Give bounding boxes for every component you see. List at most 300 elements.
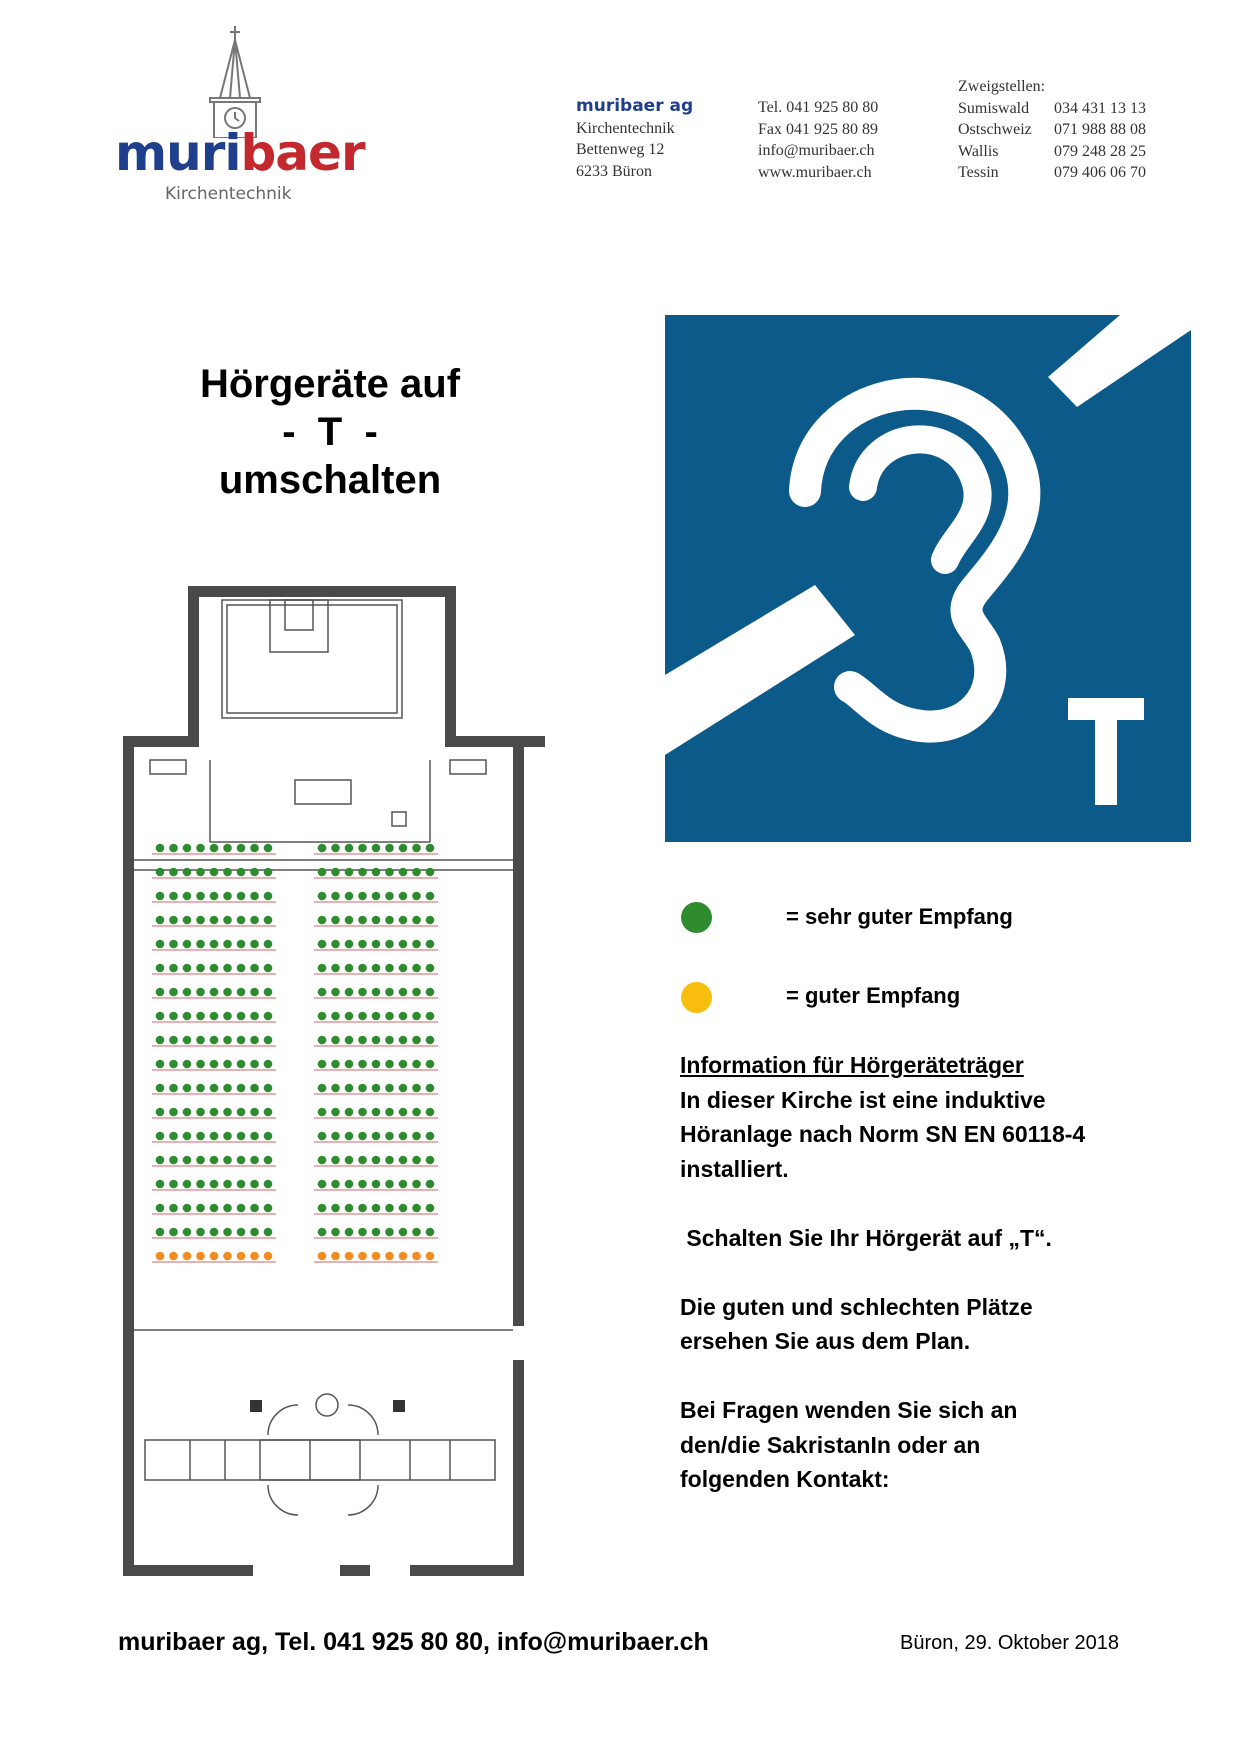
seat-dot — [169, 1204, 178, 1213]
seat-dot — [250, 988, 259, 997]
seat-dot — [412, 868, 421, 877]
seat-dot — [345, 1084, 354, 1093]
seat-dot — [426, 1060, 435, 1069]
seat-dot — [412, 916, 421, 925]
seat-dot — [196, 892, 205, 901]
seat-dot — [318, 892, 327, 901]
seat-dot — [183, 1012, 192, 1021]
seat-dot — [426, 1228, 435, 1237]
seat-dot — [399, 1132, 408, 1141]
seat-dot — [210, 1204, 219, 1213]
seat-dot — [412, 1228, 421, 1237]
branch-phone: 079 248 28 25 — [1054, 142, 1146, 160]
seat-dot — [372, 940, 381, 949]
seat-dot — [412, 844, 421, 853]
seat-dot — [250, 964, 259, 973]
seat-dot — [183, 892, 192, 901]
seat-dot — [358, 1036, 367, 1045]
seat-dot — [196, 844, 205, 853]
logo-subtitle: Kirchentechnik — [165, 184, 292, 204]
seat-dot — [169, 1108, 178, 1117]
seat-dot — [169, 1012, 178, 1021]
seat-dot — [156, 844, 165, 853]
seat-dot — [372, 1060, 381, 1069]
seat-dot — [385, 892, 394, 901]
seat-dot — [358, 892, 367, 901]
seat-dot — [223, 1060, 232, 1069]
seat-dot — [412, 892, 421, 901]
seat-dot — [331, 1108, 340, 1117]
seat-dot — [318, 1108, 327, 1117]
branch-row — [958, 119, 1146, 141]
seat-dot — [250, 1228, 259, 1237]
seat-dot — [156, 1156, 165, 1165]
seat-dot — [210, 1228, 219, 1237]
header-email: info@muribaer.ch — [758, 142, 875, 159]
seat-dot — [183, 940, 192, 949]
seat-dot — [264, 1036, 273, 1045]
plan-walls — [123, 586, 545, 1576]
seat-dot — [399, 868, 408, 877]
seat-dot — [223, 940, 232, 949]
branch-name: Sumiswald — [958, 99, 1030, 117]
info-line: ersehen Sie aus dem Plan. — [680, 1328, 971, 1354]
seat-dot — [412, 1180, 421, 1189]
seat-dot — [426, 892, 435, 901]
seat-dot — [183, 1108, 192, 1117]
seat-dot — [358, 1228, 367, 1237]
seat-dot — [372, 868, 381, 877]
seat-dot — [264, 940, 273, 949]
seat-dot — [237, 1204, 246, 1213]
seat-dot — [345, 1108, 354, 1117]
seat-dot — [223, 1084, 232, 1093]
seat-dot — [223, 868, 232, 877]
seat-dot — [223, 1012, 232, 1021]
seat-dot — [399, 1060, 408, 1069]
legend-label-good: = guter Empfang — [786, 983, 961, 1008]
seat-dot — [210, 892, 219, 901]
seat-dot — [358, 988, 367, 997]
seat-dot — [399, 1012, 408, 1021]
info-line: installiert. — [680, 1155, 789, 1182]
seat-dot — [372, 1132, 381, 1141]
seat-dot — [372, 964, 381, 973]
seat-dot — [196, 1252, 205, 1261]
seat-dot — [318, 1012, 327, 1021]
seat-dot — [237, 892, 246, 901]
seat-dot — [358, 1180, 367, 1189]
seat-dot — [358, 1012, 367, 1021]
seat-dot — [385, 964, 394, 973]
seat-dot — [385, 1012, 394, 1021]
seat-dot — [210, 1180, 219, 1189]
seat-dot — [372, 1108, 381, 1117]
seat-dot — [223, 1180, 232, 1189]
church-seating-plan — [110, 580, 560, 1580]
seat-dot — [169, 940, 178, 949]
seat-dot — [358, 1204, 367, 1213]
seat-dot — [385, 1060, 394, 1069]
branch-row — [958, 98, 1146, 120]
seat-dot — [264, 1132, 273, 1141]
seat-dot — [318, 1084, 327, 1093]
seat-dot — [264, 1180, 273, 1189]
seat-dot — [318, 940, 327, 949]
seat-dot — [331, 844, 340, 853]
title-line: umschalten — [218, 458, 442, 502]
seat-dot — [345, 1252, 354, 1261]
seat-dot — [345, 868, 354, 877]
seat-dot — [318, 964, 327, 973]
seat-dot — [196, 1132, 205, 1141]
seat-dot — [399, 1084, 408, 1093]
seat-dot — [318, 1228, 327, 1237]
branch-row — [958, 162, 1146, 184]
seat-dot — [385, 916, 394, 925]
seat-dot — [412, 964, 421, 973]
info-line: Bei Fragen wenden Sie sich an — [680, 1397, 1018, 1423]
seat-dot — [412, 1252, 421, 1261]
seat-dot — [237, 868, 246, 877]
seat-dot — [250, 1108, 259, 1117]
seat-dot — [237, 916, 246, 925]
seat-dot — [372, 916, 381, 925]
title-line: Hörgeräte auf — [199, 362, 461, 406]
seat-dot — [331, 940, 340, 949]
seat-dot — [331, 1180, 340, 1189]
page-title — [140, 360, 520, 504]
seat-dot — [372, 1156, 381, 1165]
seat-dot — [399, 1228, 408, 1237]
seat-dot — [372, 1012, 381, 1021]
seat-dot — [345, 940, 354, 949]
seat-dot — [250, 916, 259, 925]
seating-blocks — [152, 844, 438, 1262]
seat-dot — [210, 1108, 219, 1117]
seat-dot — [331, 1132, 340, 1141]
seat-dot — [237, 1252, 246, 1261]
seat-dot — [169, 916, 178, 925]
seat-dot — [250, 940, 259, 949]
seat-dot — [345, 1060, 354, 1069]
seat-dot — [223, 964, 232, 973]
seat-dot — [196, 1084, 205, 1093]
seat-dot — [358, 940, 367, 949]
seat-dot — [156, 1108, 165, 1117]
seat-dot — [169, 964, 178, 973]
seat-dot — [250, 1156, 259, 1165]
seat-dot — [264, 916, 273, 925]
seat-dot — [250, 844, 259, 853]
seat-dot — [237, 1108, 246, 1117]
seat-dot — [426, 916, 435, 925]
legend-dot-yellow — [681, 982, 712, 1013]
seat-dot — [318, 1156, 327, 1165]
seat-dot — [237, 1180, 246, 1189]
branch-phone: 034 431 13 13 — [1054, 99, 1146, 117]
seat-dot — [372, 1204, 381, 1213]
header-contact-block — [758, 97, 878, 183]
seat-dot — [223, 1108, 232, 1117]
seat-dot — [318, 1180, 327, 1189]
seat-dot — [264, 892, 273, 901]
seat-dot — [156, 1228, 165, 1237]
seat-dot — [358, 844, 367, 853]
branch-row — [958, 141, 1146, 163]
header-address-line: 6233 Büron — [576, 162, 652, 180]
seat-dot — [156, 1084, 165, 1093]
seat-dot — [223, 844, 232, 853]
seat-dot — [237, 1156, 246, 1165]
info-line: Schalten Sie Ihr Hörgerät auf „T“. — [680, 1224, 1052, 1251]
seat-dot — [264, 868, 273, 877]
seat-dot — [210, 868, 219, 877]
seat-dot — [169, 1036, 178, 1045]
seat-dot — [250, 868, 259, 877]
info-line: folgenden Kontakt: — [680, 1466, 890, 1492]
seat-dot — [223, 1156, 232, 1165]
seat-dot — [210, 1060, 219, 1069]
footer-date: Büron, 29. Oktober 2018 — [900, 1632, 1120, 1654]
seat-dot — [169, 1132, 178, 1141]
seat-dot — [183, 1204, 192, 1213]
seat-dot — [412, 1012, 421, 1021]
seat-dot — [358, 868, 367, 877]
seat-dot — [196, 868, 205, 877]
seat-dot — [385, 1132, 394, 1141]
seat-dot — [237, 844, 246, 853]
seat-dot — [331, 916, 340, 925]
seat-dot — [264, 1012, 273, 1021]
seat-dot — [264, 1204, 273, 1213]
seat-dot — [223, 1204, 232, 1213]
header-address-line: Bettenweg 12 — [576, 141, 665, 158]
seat-dot — [358, 1084, 367, 1093]
seat-dot — [196, 1180, 205, 1189]
seat-dot — [223, 1132, 232, 1141]
seat-dot — [426, 988, 435, 997]
seat-dot — [196, 916, 205, 925]
seat-dot — [210, 916, 219, 925]
seat-dot — [385, 1228, 394, 1237]
seat-dot — [412, 1204, 421, 1213]
seat-dot — [183, 1132, 192, 1141]
seat-dot — [345, 1036, 354, 1045]
hearing-loop-t-icon — [665, 315, 1191, 842]
seat-dot — [426, 1084, 435, 1093]
seat-dot — [399, 916, 408, 925]
seat-dot — [237, 940, 246, 949]
seat-dot — [412, 1036, 421, 1045]
seat-dot — [183, 916, 192, 925]
seat-dot — [210, 964, 219, 973]
seat-dot — [345, 1180, 354, 1189]
seat-dot — [318, 868, 327, 877]
seat-dot — [183, 1228, 192, 1237]
seat-dot — [196, 1228, 205, 1237]
seat-dot — [412, 940, 421, 949]
seat-dot — [331, 868, 340, 877]
seat-dot — [183, 1084, 192, 1093]
seat-dot — [412, 1084, 421, 1093]
info-heading: Information für Hörgeräteträger — [680, 1052, 1024, 1078]
seat-dot — [264, 1252, 273, 1261]
seat-dot — [210, 1132, 219, 1141]
seat-dot — [399, 1108, 408, 1117]
seat-dot — [196, 988, 205, 997]
seat-dot — [237, 988, 246, 997]
seat-dot — [426, 1132, 435, 1141]
seat-dot — [183, 844, 192, 853]
seat-dot — [318, 1060, 327, 1069]
seat-dot — [412, 988, 421, 997]
seat-dot — [372, 1252, 381, 1261]
seat-dot — [358, 1108, 367, 1117]
seat-dot — [183, 1252, 192, 1261]
seat-dot — [358, 1060, 367, 1069]
seat-dot — [399, 892, 408, 901]
seat-dot — [156, 940, 165, 949]
seat-dot — [250, 1132, 259, 1141]
seat-dot — [183, 1060, 192, 1069]
seat-dot — [156, 1012, 165, 1021]
seat-dot — [223, 1252, 232, 1261]
header-phone: Tel. 041 925 80 80 — [758, 99, 879, 116]
seat-dot — [156, 1252, 165, 1261]
seat-dot — [399, 1036, 408, 1045]
seat-dot — [264, 988, 273, 997]
branch-name: Ostschweiz — [958, 121, 1032, 138]
seat-dot — [156, 1036, 165, 1045]
seat-dot — [210, 1036, 219, 1045]
seat-dot — [169, 1180, 178, 1189]
seat-dot — [156, 868, 165, 877]
seat-dot — [237, 964, 246, 973]
info-line: In dieser Kirche ist eine induktive — [680, 1086, 1046, 1113]
seat-dot — [223, 988, 232, 997]
seat-dot — [372, 892, 381, 901]
seat-dot — [318, 1204, 327, 1213]
seat-dot — [250, 892, 259, 901]
seat-dot — [210, 940, 219, 949]
seat-dot — [237, 1084, 246, 1093]
seat-dot — [237, 1036, 246, 1045]
seat-dot — [169, 1228, 178, 1237]
seat-dot — [210, 1084, 219, 1093]
plan-pillars — [250, 1400, 405, 1412]
seat-dot — [264, 1156, 273, 1165]
seat-dot — [223, 1228, 232, 1237]
info-line: Die guten und schlechten Plätze — [680, 1293, 1033, 1320]
seat-dot — [426, 1204, 435, 1213]
seat-dot — [331, 1060, 340, 1069]
seat-dot — [250, 1204, 259, 1213]
seat-dot — [331, 988, 340, 997]
seat-dot — [358, 1132, 367, 1141]
branch-phone: 079 406 06 70 — [1054, 164, 1146, 181]
seat-dot — [223, 1036, 232, 1045]
seat-dot — [426, 964, 435, 973]
seat-dot — [385, 1084, 394, 1093]
seat-dot — [331, 1036, 340, 1045]
seat-dot — [412, 1060, 421, 1069]
seat-dot — [318, 844, 327, 853]
seat-dot — [196, 1108, 205, 1117]
seat-dot — [183, 988, 192, 997]
seat-dot — [318, 916, 327, 925]
seat-dot — [250, 1012, 259, 1021]
seat-dot — [196, 1156, 205, 1165]
seat-dot — [345, 1228, 354, 1237]
seat-dot — [385, 1156, 394, 1165]
seat-dot — [223, 892, 232, 901]
seat-dot — [399, 1180, 408, 1189]
seat-dot — [196, 1036, 205, 1045]
seat-dot — [331, 1204, 340, 1213]
seat-dot — [331, 1084, 340, 1093]
seat-dot — [169, 1156, 178, 1165]
seat-dot — [169, 868, 178, 877]
seat-dot — [372, 1228, 381, 1237]
header-address-block — [576, 96, 693, 182]
seat-dot — [331, 1228, 340, 1237]
header-fax: Fax 041 925 80 89 — [758, 120, 878, 138]
seat-dot — [412, 1108, 421, 1117]
seat-dot — [196, 940, 205, 949]
seat-dot — [250, 1060, 259, 1069]
seat-dot — [264, 1060, 273, 1069]
seat-dot — [169, 892, 178, 901]
seat-dot — [264, 964, 273, 973]
seat-dot — [183, 1156, 192, 1165]
seat-dot — [426, 1108, 435, 1117]
seat-dot — [385, 1108, 394, 1117]
seat-dot — [156, 988, 165, 997]
title-line: - T - — [282, 410, 378, 454]
seat-dot — [372, 844, 381, 853]
branch-name: Wallis — [958, 142, 999, 160]
seat-dot — [345, 844, 354, 853]
seat-dot — [183, 964, 192, 973]
seat-dot — [169, 844, 178, 853]
seat-dot — [169, 1060, 178, 1069]
seat-dot — [399, 1204, 408, 1213]
seat-dot — [237, 1132, 246, 1141]
seat-dot — [372, 1180, 381, 1189]
seat-dot — [318, 1252, 327, 1261]
header-website: www.muribaer.ch — [758, 163, 872, 181]
seat-dot — [426, 1036, 435, 1045]
church-tower-logo-icon — [200, 26, 270, 138]
seat-dot — [156, 1132, 165, 1141]
seat-dot — [264, 1228, 273, 1237]
seat-dot — [331, 1012, 340, 1021]
seat-dot — [345, 1156, 354, 1165]
seat-dot — [318, 1132, 327, 1141]
seat-dot — [264, 1108, 273, 1117]
seat-dot — [156, 1204, 165, 1213]
footer-contact: muribaer ag, Tel. 041 925 80 80, info@muribaer.ch — [118, 1628, 709, 1656]
seat-dot — [426, 1180, 435, 1189]
seat-dot — [196, 964, 205, 973]
seat-dot — [345, 1204, 354, 1213]
seat-dot — [345, 1132, 354, 1141]
seat-dot — [358, 1156, 367, 1165]
seat-dot — [331, 964, 340, 973]
seat-dot — [372, 988, 381, 997]
seat-dot — [223, 916, 232, 925]
